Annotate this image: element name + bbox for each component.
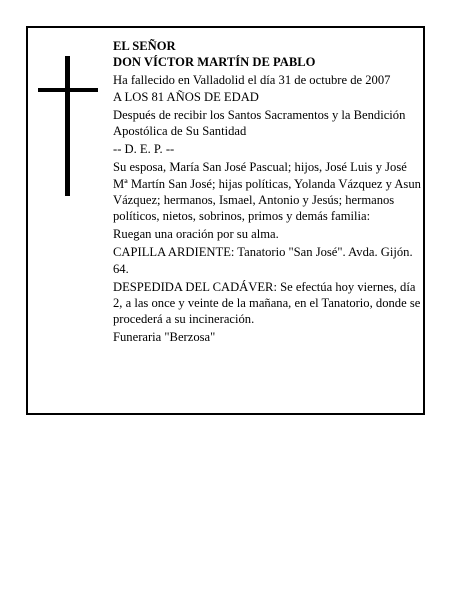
death-info: Ha fallecido en Valladolid el día 31 de octubre de 2007 A LOS 81 AÑOS DE EDAD: [113, 73, 391, 104]
prayer-line: Ruegan una oración por su alma.: [113, 227, 279, 242]
cross-horizontal-bar: [38, 88, 98, 92]
family-line: Su esposa, María San José Pascual; hijos, José Luis y José Mª Martín San José; hijas políticas, Yolanda Vázquez y Asun Vázquez; hermanos, Ismael, Antonio y Jesús; hermanos políticos, nietos, sobrinos, primos y demás familia:: [113, 160, 421, 224]
title-line-1: EL SEÑOR: [113, 39, 176, 53]
age-line: A LOS 81 AÑOS DE EDAD: [113, 89, 259, 104]
dep-line: -- D. E. P. --: [113, 142, 175, 157]
farewell-line: DESPEDIDA DEL CADÁVER: Se efectúa hoy viernes, día 2, a las once y veinte de la mañana, en el Tanatorio, donde se procederá a su incineración.: [113, 279, 421, 327]
notice-text: [113, 38, 421, 348]
chapel-line: CAPILLA ARDIENTE: Tanatorio "San José". Avda. Gijón. 64.: [113, 245, 413, 276]
cross-vertical-bar: [65, 56, 70, 196]
notice-title: [113, 38, 421, 70]
sacraments-line: Después de recibir los Santos Sacramentos y la Bendición Apostólica de Su Santidad: [113, 107, 406, 139]
funeral-home: Funeraria "Berzosa": [113, 330, 216, 345]
deceased-name: DON VÍCTOR MARTÍN DE PABLO: [113, 55, 316, 70]
cross-icon: [38, 56, 98, 196]
